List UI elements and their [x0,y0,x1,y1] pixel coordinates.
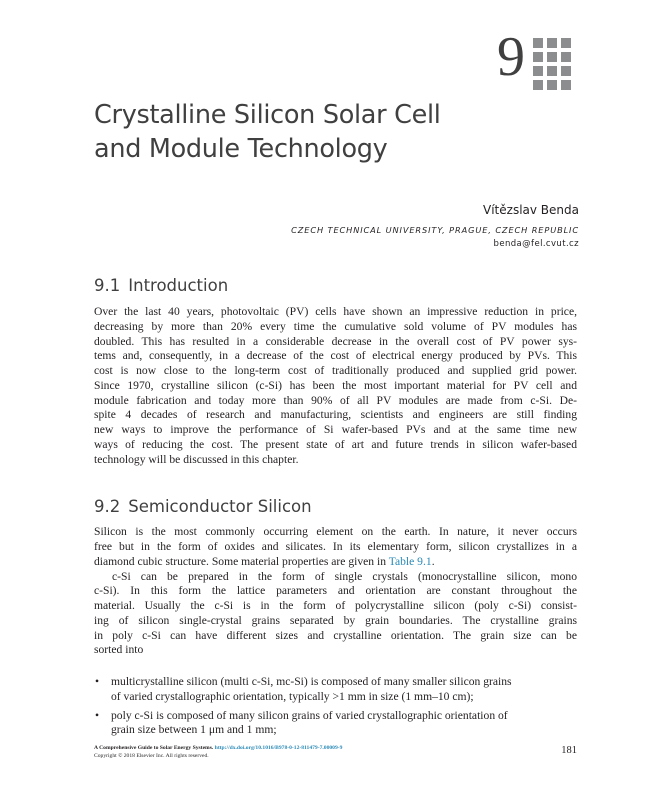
text-line: c-Si). In this form the lattice parameters and orientation are constant throughout the [94,584,577,598]
grain-size-list [94,675,577,742]
list-item-line: grain size between 1 μm and 1 mm; [111,723,277,737]
text-span: diamond cubic structure. Some material properties are given in [94,554,389,568]
list-item-line: poly c-Si is composed of many silicon grains of varied crystallographic orientation of [111,708,508,722]
list-item-line: multicrystalline silicon (multi c-Si, mc-Si) is composed of many smaller silicon grains [111,675,512,688]
text-line: material. Usually the c-Si is in the form of polycrystalline silicon (poly c-Si) consist- [94,599,577,612]
page-number: 181 [561,745,577,756]
section-title: Semiconductor Silicon [128,497,312,516]
chapter-number: 9 [497,26,525,88]
chapter-badge [497,26,577,88]
chapter-title-line: Crystalline Silicon Solar Cell [94,100,441,130]
footer-citation [94,745,577,751]
section-heading-introduction [94,276,228,295]
text-line: doubled. This has resulted in a considerable decrease in the overall cost of PV power sys- [94,334,577,348]
text-line: tems and, consequently, in a decrease of the cost of electrical energy produced by PVs. This [94,349,577,363]
text-line: Since 1970, crystalline silicon (c-Si) has been the most important material for PV cell and [94,378,577,392]
text-line: new ways to improve the performance of Si wafer-based PVs and at the same time new [94,423,577,436]
text-line: module fabrication and today more than 90% of all PV modules are made from c-Si. De- [94,393,577,407]
text-line: Silicon is the most commonly occurring element on the earth. In nature, it never occurs [94,525,577,538]
copyright: Copyright © 2018 Elsevier Inc. All rights reserved. [94,753,209,759]
text-line: sorted into [94,643,144,657]
doi-link[interactable]: http://dx.doi.org/10.1016/B978-0-12-811479-7.00009-9 [214,745,343,751]
author-email: benda@fel.cvut.cz [493,239,579,249]
bullet-icon: • [95,675,100,688]
text-line: spite 4 decades of research and manufacturing, scientists and engineers are still finding [94,408,577,422]
semiconductor-paragraph-2 [94,570,577,659]
text-line: decreasing by more than 20% every time the cumulative sold volume of PV modules has [94,319,577,333]
text-line: technology will be discussed in this chapter. [94,452,299,466]
list-item [94,709,577,739]
author-name: Vítězslav Benda [483,203,579,217]
introduction-paragraph [94,305,577,467]
table-9-1-link[interactable]: Table 9.1 [388,554,432,568]
chapter-decoration-grid-icon [533,38,571,90]
section-title: Introduction [128,276,229,295]
author-affiliation: CZECH TECHNICAL UNIVERSITY, PRAGUE, CZECH REPUBLIC [291,225,579,235]
text-line: cost is now close to the long-term cost of traditionally produced and supplied grid power. [94,364,577,377]
text-line [94,555,577,570]
chapter-title-line: and Module Technology [94,134,388,164]
author-block [291,202,579,250]
semiconductor-paragraph-1 [94,525,577,569]
text-span: . [431,554,435,568]
text-line: free but in the form of oxides and silicates. In its elementary form, silicon crystallizes in a [94,539,577,553]
text-line: ing of silicon single-crystal grains separated by grain boundaries. The crystalline grains [94,613,577,627]
list-item [94,675,577,705]
text-line: ways of reducing the cost. The present state of art and future trends in silicon wafer-based [94,437,577,451]
book-title: A Comprehensive Guide to Solar Energy Systems. [94,745,214,751]
chapter-title [94,98,441,166]
text-line: in poly c-Si can have different sizes and crystalline orientation. The grain size can be [94,628,577,642]
text-line: Over the last 40 years, photovoltaic (PV) cells have shown an impressive reduction in price, [94,305,577,318]
text-line: c-Si can be prepared in the form of single crystals (monocrystalline silicon, mono [112,569,577,583]
section-number: 9.1 [94,276,121,295]
section-heading-semiconductor-silicon [94,497,312,516]
list-item-line: of varied crystallographic orientation, typically >1 mm in size (1 mm–10 cm); [111,689,474,703]
bullet-icon: • [95,708,100,722]
section-number: 9.2 [94,497,121,516]
page-footer [94,745,577,759]
